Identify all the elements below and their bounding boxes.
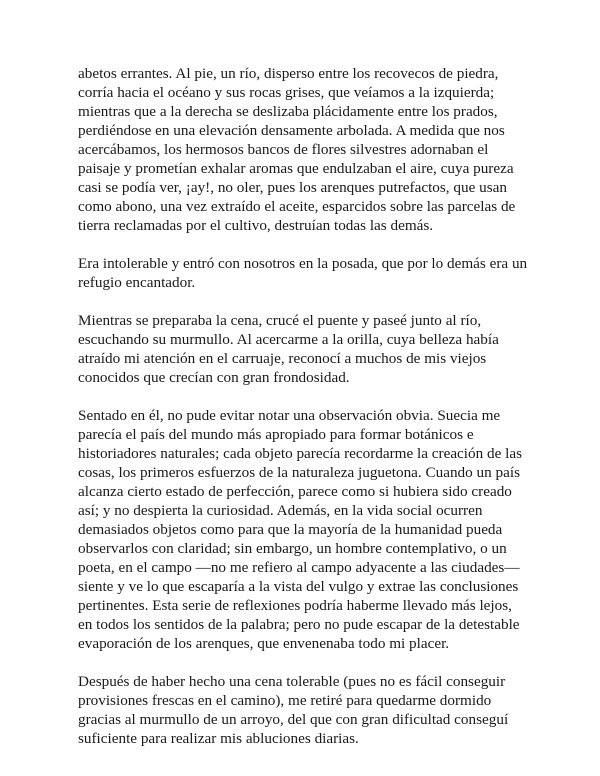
paragraph-5: Después de haber hecho una cena tolerable (pues no es fácil conseguir provisiones frescas en el camino), me retiré para quedarme dormido gracias al murmullo de un arroyo, del que con gran dificultad conseguí suficiente para realizar mis abluciones diarias. (78, 673, 509, 747)
paragraph-2: Era intolerable y entró con nosotros en la posada, que por lo demás era un refugio encantador. (78, 255, 528, 291)
paragraph-1: abetos errantes. Al pie, un río, disperso entre los recovecos de piedra, corría hacia el océano y sus rocas grises, que veíamos a la izquierda; mientras que a la derecha se deslizaba plácidamente entre los prados, perdiéndose en una elevación densamente arbolada. A medida que nos acercábamos, los hermosos bancos de flores silvestres adornaban el paisaje y prometían exhalar aromas que endulzaban el aire, cuya pureza casi se podía ver, ¡ay!, no oler, pues los arenques putrefactos, que usan como abono, una vez extraído el aceite, esparcidos sobre las parcelas de tierra reclamadas por el cultivo, destruían todas las demás. (78, 65, 516, 234)
paragraph-4: Sentado en él, no pude evitar notar una observación obvia. Suecia me parecía el país del mundo más apropiado para formar botánicos e historiadores naturales; cada objeto parecía recordarme la creación de las cosas, los primeros esfuerzos de la naturaleza juguetona. Cuando un país alcanza cierto estado de perfección, parece como si hubiera sido creado así; y no despierta la curiosidad. Además, en la vida social ocurren demasiados objetos como para que la mayoría de la humanidad pueda observarlos con claridad; sin embargo, un hombre contemplativo, o un poeta, en el campo —no me refiero al campo adyacente a las ciudades— siente y ve lo que escaparía a la vista del vulgo y extrae las conclusiones pertinentes. Esta serie de reflexiones podría haberme llevado más lejos, en todos los sentidos de la palabra; pero no pude escapar de la detestable evaporación de los arenques, que envenenaba todo mi placer. (78, 407, 523, 652)
paragraph-3: Mientras se preparaba la cena, crucé el puente y paseé junto al río, escuchando su murmullo. Al acercarme a la orilla, cuya belleza había atraído mi atención en el carruaje, reconocí a muchos de mis viejos conocidos que crecían con gran frondosidad. (78, 312, 499, 386)
